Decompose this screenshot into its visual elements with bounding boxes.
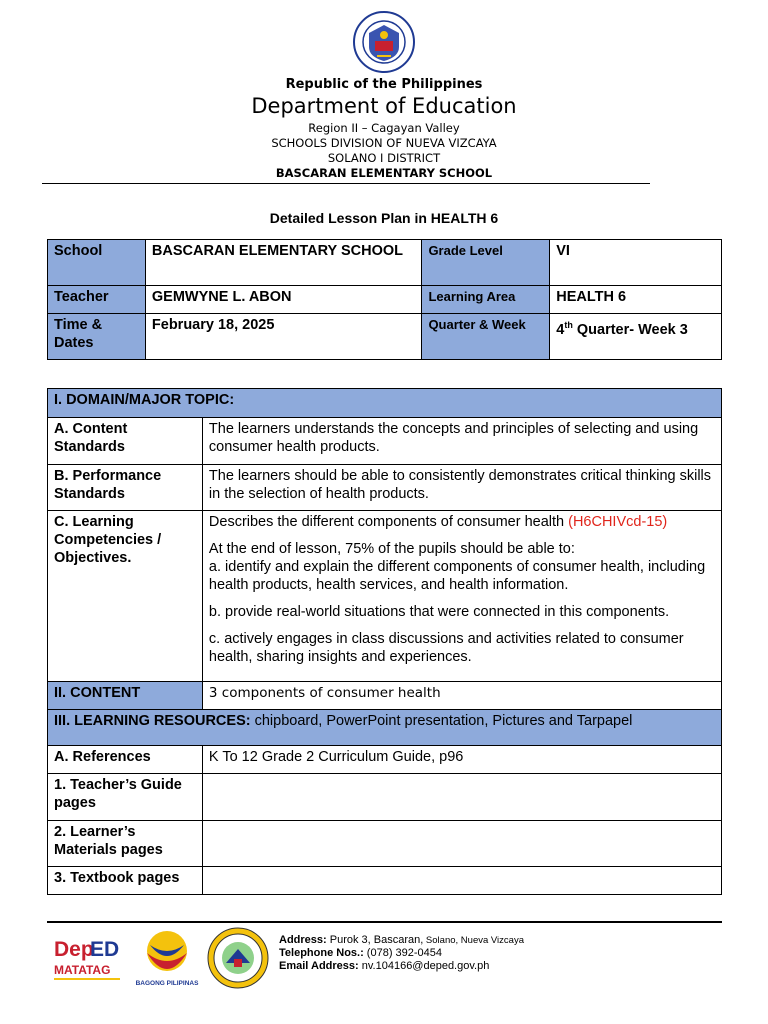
- learning-area-label: Learning Area: [422, 286, 550, 314]
- contact-block: [279, 934, 524, 973]
- district-text: SOLANO I DISTRICT: [327, 151, 441, 165]
- objectives-intro: At the end of lesson, 75% of the pupils should be able to:: [208, 541, 575, 557]
- svg-text:BAGONG PILIPINAS: BAGONG PILIPINAS: [135, 980, 199, 987]
- school-name-text: BASCARAN ELEMENTARY SCHOOL: [275, 166, 493, 180]
- email-line: Email Address: nv.104166@deped.gov.ph: [279, 960, 490, 972]
- quarter-week-label: Quarter & Week: [422, 314, 550, 360]
- teacher-value: GEMWYNE L. ABON: [145, 286, 422, 314]
- department-title: Department of Education: [251, 94, 517, 118]
- objective-b: b. provide real-world situations that were connected in this components.: [208, 604, 670, 620]
- learning-area-value: HEALTH 6: [550, 286, 722, 314]
- time-dates-label: Time & Dates: [48, 314, 146, 360]
- deped-matatag-logo-icon: [52, 928, 122, 988]
- division-text: SCHOOLS DIVISION OF NUEVA VIZCAYA: [271, 136, 497, 150]
- content-label: II. CONTENT: [48, 682, 203, 710]
- performance-standards-value: The learners should be able to consistently demonstrates critical thinking skills in the selection of health products.: [202, 465, 721, 511]
- bagong-pilipinas-logo-icon: [134, 925, 200, 989]
- svg-text:Dep: Dep: [54, 938, 94, 961]
- learners-materials-value: [202, 821, 721, 867]
- content-standards-label: A. Content Standards: [48, 418, 203, 465]
- teachers-guide-label: 1. Teacher’s Guide pages: [48, 774, 203, 821]
- svg-text:MATATAG: MATATAG: [54, 963, 111, 977]
- learning-resources-row: III. LEARNING RESOURCES: chipboard, PowerPoint presentation, Pictures and Tarpapel: [48, 710, 722, 746]
- performance-standards-label: B. Performance Standards: [48, 465, 203, 511]
- content-value: 3 components of consumer health: [202, 682, 721, 710]
- competencies-label: C. Learning Competencies / Objectives.: [48, 511, 203, 682]
- competencies-cell: [202, 511, 721, 682]
- plan-title: Detailed Lesson Plan in HEALTH 6: [269, 210, 499, 226]
- grade-level-label: Grade Level: [422, 240, 550, 286]
- header-divider: [42, 183, 650, 184]
- footer-divider: [47, 921, 722, 923]
- info-table: [47, 239, 722, 360]
- grade-level-value: VI: [550, 240, 722, 286]
- svg-text:ED: ED: [90, 938, 120, 961]
- references-value: K To 12 Grade 2 Curriculum Guide, p96: [202, 746, 721, 774]
- school-value: BASCARAN ELEMENTARY SCHOOL: [145, 240, 422, 286]
- objective-c: c. actively engages in class discussions and activities related to consumer health, sharing insights and experiences.: [208, 631, 684, 665]
- textbook-pages-value: [202, 867, 721, 895]
- textbook-pages-label: 3. Textbook pages: [48, 867, 203, 895]
- address-line: Address: Purok 3, Bascaran, Solano, Nueva Vizcaya: [279, 934, 524, 946]
- content-standards-value: The learners understands the concepts and principles of selecting and using consumer health products.: [202, 418, 721, 465]
- quarter-week-value: 4th Quarter- Week 3: [550, 314, 722, 360]
- domain-heading: I. DOMAIN/MAJOR TOPIC:: [48, 389, 722, 418]
- deped-seal-icon: [349, 11, 419, 73]
- competency-code: (H6CHIVcd-15): [568, 514, 668, 530]
- region-text: Region II – Cagayan Valley: [308, 121, 460, 135]
- school-label: School: [48, 240, 146, 286]
- learners-materials-label: 2. Learner’s Materials pages: [48, 821, 203, 867]
- teachers-guide-value: [202, 774, 721, 821]
- objective-a: a. identify and explain the different components of consumer health, including health products, health services, and health information.: [208, 559, 706, 593]
- time-dates-value: February 18, 2025: [145, 314, 422, 360]
- teacher-label: Teacher: [48, 286, 146, 314]
- phone-line: Telephone Nos.: (078) 392-0454: [279, 947, 443, 959]
- competency-line: Describes the different components of consumer health (H6CHIVcd-15): [208, 514, 668, 530]
- school-seal-icon: [206, 927, 270, 989]
- references-label: A. References: [48, 746, 203, 774]
- republic-text: Republic of the Philippines: [285, 77, 483, 92]
- lesson-table: [47, 388, 722, 895]
